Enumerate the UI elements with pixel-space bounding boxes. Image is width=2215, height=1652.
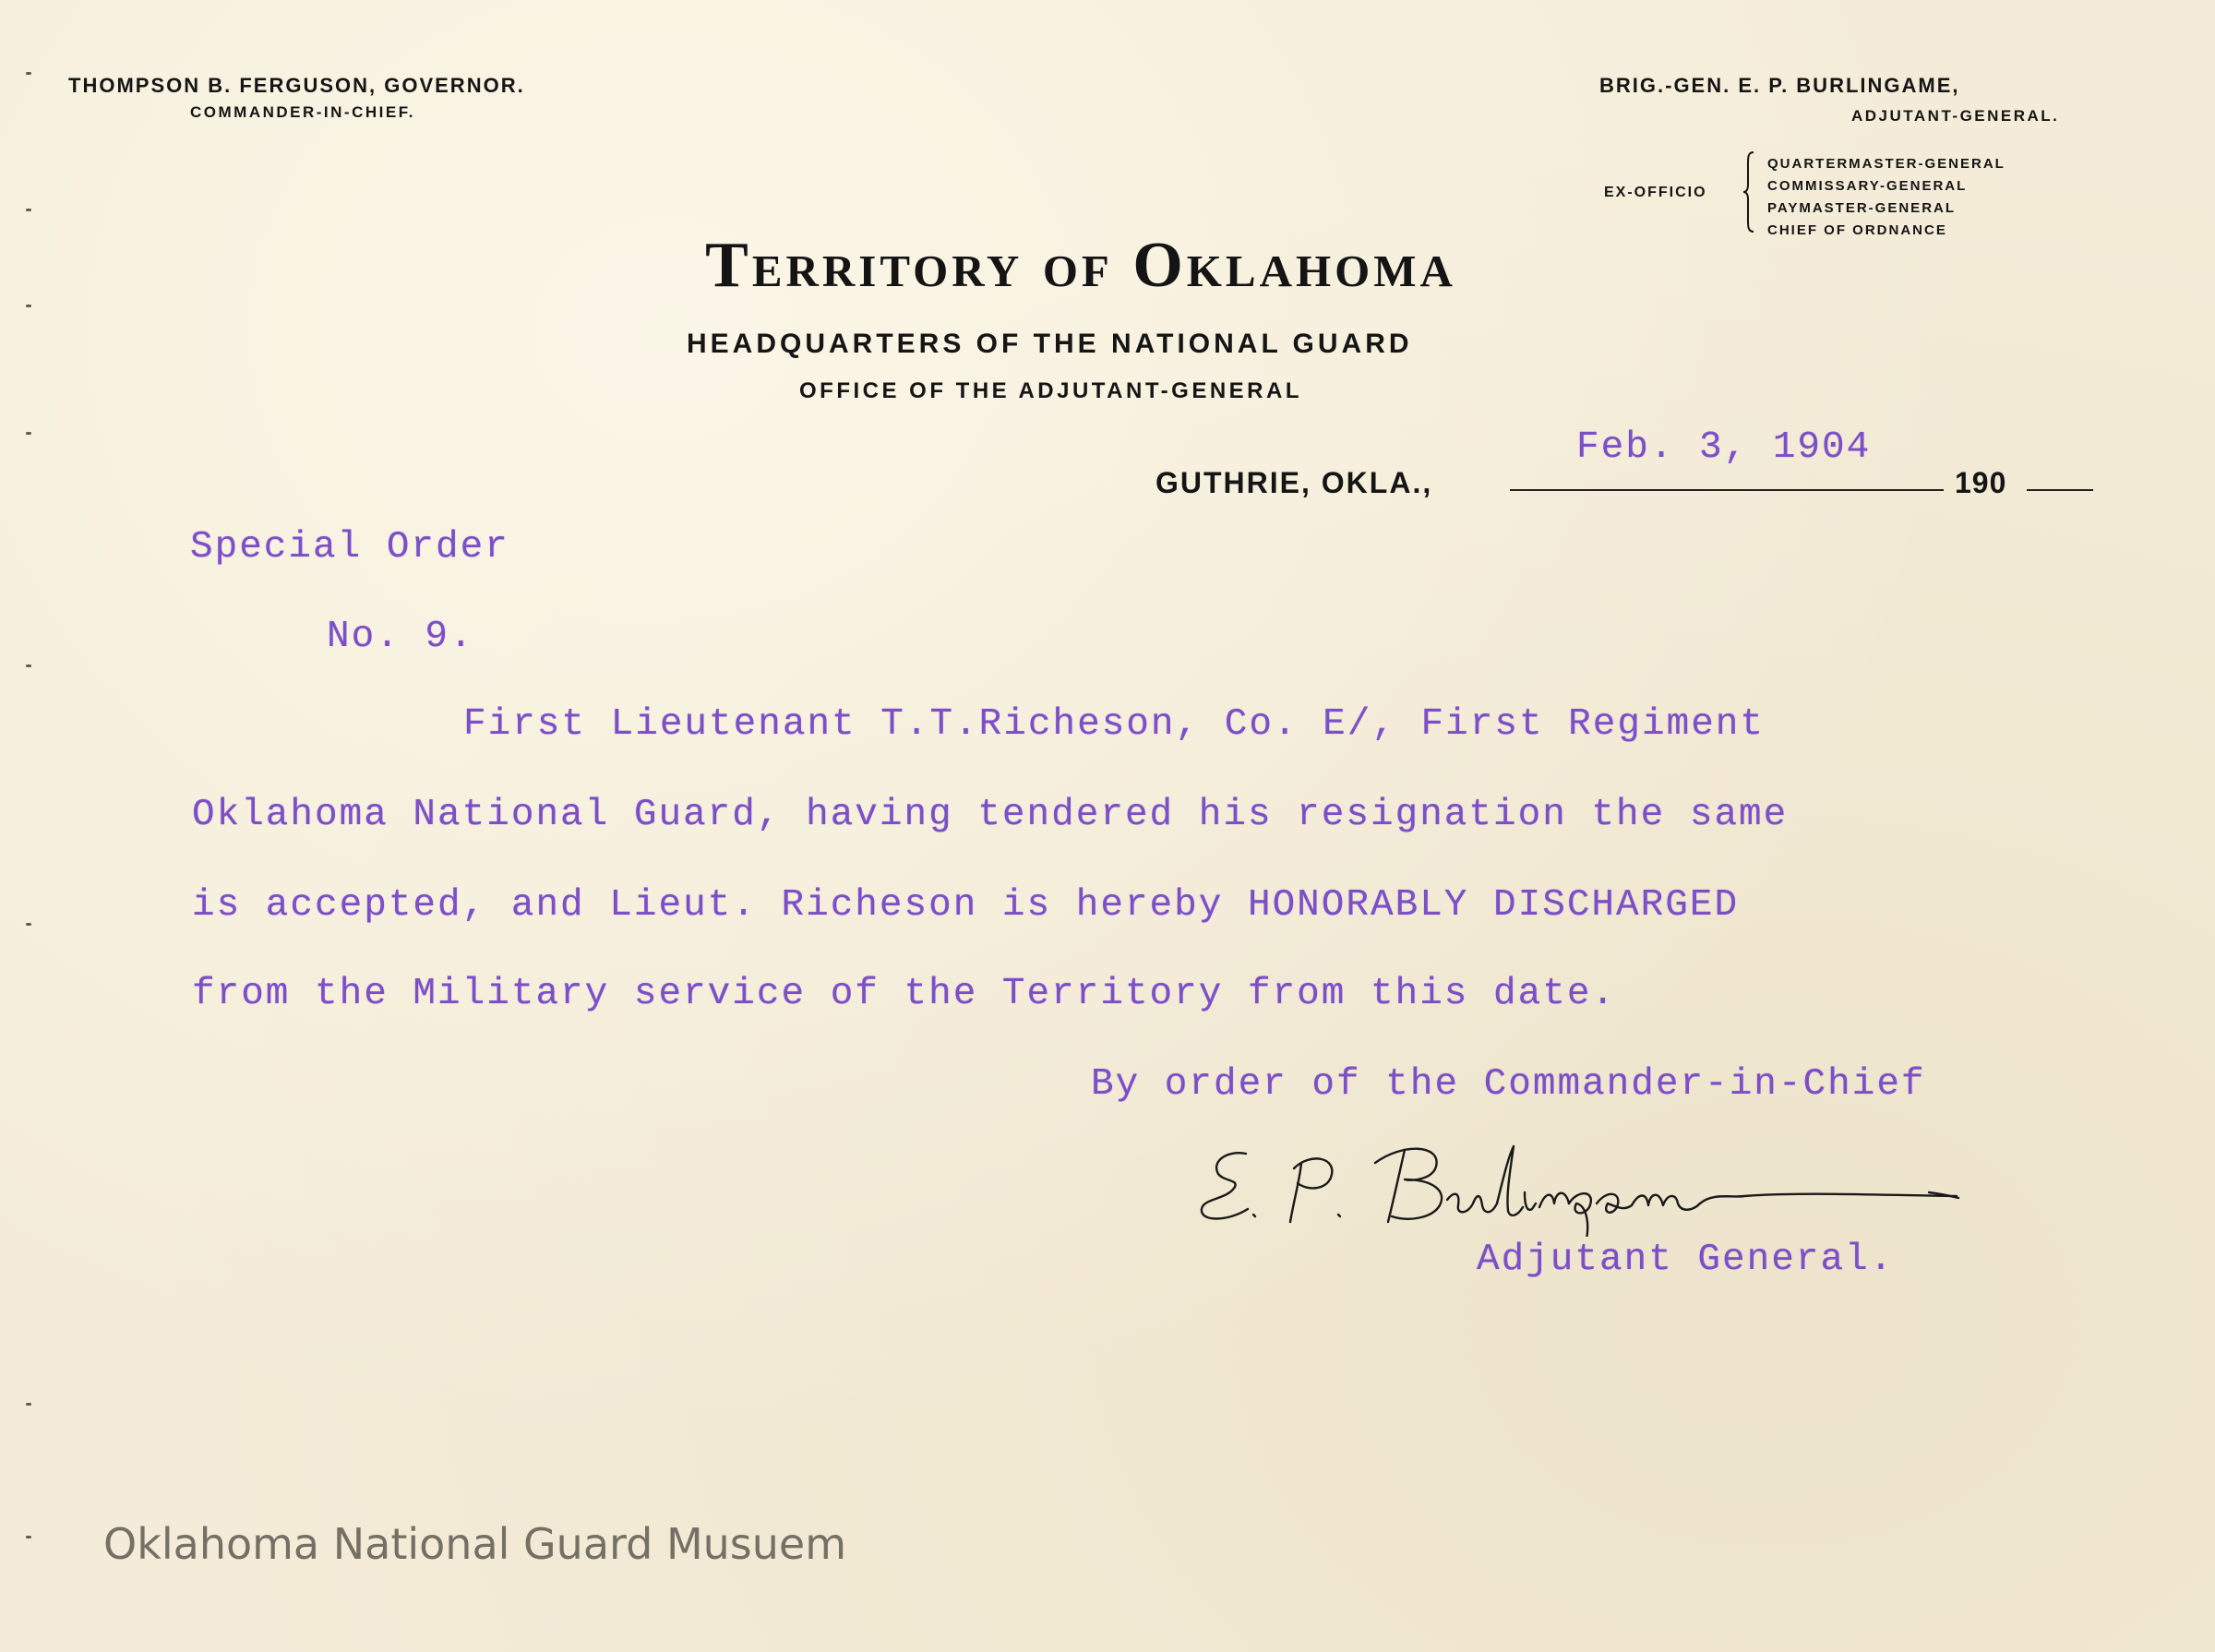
letterhead-title: Territory of Oklahoma <box>705 230 1456 301</box>
margin-speck <box>26 209 31 211</box>
margin-speck <box>26 1403 31 1406</box>
margin-speck <box>26 923 31 926</box>
letterhead-subtitle-headquarters: HEADQUARTERS OF THE NATIONAL GUARD <box>687 329 1413 359</box>
year-prefix: 190 <box>1955 466 2007 499</box>
year-fill-line <box>2027 489 2093 491</box>
body-line: Oklahoma National Guard, having tendered his resignation the same <box>192 794 1789 836</box>
museum-watermark: Oklahoma National Guard Musuem <box>103 1519 847 1569</box>
margin-speck <box>26 1536 31 1538</box>
handwritten-signature <box>1191 1126 2021 1237</box>
body-line: is accepted, and Lieut. Richeson is hereby HONORABLY DISCHARGED <box>192 884 1740 927</box>
letterhead-subtitle-office: OFFICE OF THE ADJUTANT-GENERAL <box>799 378 1302 403</box>
curly-brace-icon <box>1742 151 1755 233</box>
governor-title: COMMANDER-IN-CHIEF. <box>190 103 415 121</box>
order-number: No. 9. <box>327 616 474 658</box>
margin-speck <box>26 72 31 75</box>
ex-officio-role: QUARTERMASTER-GENERAL <box>1767 156 2005 172</box>
adjutant-general-title: ADJUTANT-GENERAL. <box>1851 107 2060 125</box>
letter-date: Feb. 3, 1904 <box>1576 426 1872 469</box>
ex-officio-role: PAYMASTER-GENERAL <box>1767 200 1957 216</box>
margin-speck <box>26 305 31 307</box>
letter-place: GUTHRIE, OKLA., <box>1155 466 1433 499</box>
closing-line: By order of the Commander-in-Chief <box>1091 1063 1926 1106</box>
ex-officio-role: CHIEF OF ORDNANCE <box>1767 222 1947 238</box>
margin-speck <box>26 432 31 435</box>
signer-title: Adjutant General. <box>1477 1239 1895 1281</box>
date-fill-line <box>1510 489 1944 491</box>
ex-officio-label: EX-OFFICIO <box>1604 185 1707 200</box>
adjutant-general-name: BRIG.-GEN. E. P. BURLINGAME, <box>1599 74 1960 97</box>
ex-officio-role: COMMISSARY-GENERAL <box>1767 178 1968 194</box>
order-title: Special Order <box>190 526 509 569</box>
ex-officio-roles <box>1767 153 2005 242</box>
margin-speck <box>26 664 31 667</box>
governor-name: THOMPSON B. FERGUSON, GOVERNOR. <box>68 74 525 97</box>
body-line: from the Military service of the Territory from this date. <box>192 973 1617 1015</box>
body-line: First Lieutenant T.T.Richeson, Co. E/, First Regiment <box>463 703 1766 746</box>
